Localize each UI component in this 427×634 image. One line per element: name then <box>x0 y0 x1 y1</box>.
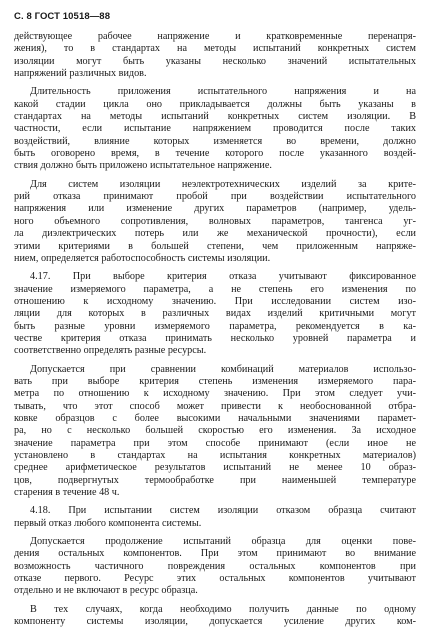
paragraph <box>14 31 416 80</box>
text-line: 4.17. При выборе критерия отказа учитывают фиксированное <box>30 271 416 283</box>
paragraph <box>14 536 416 598</box>
paragraph <box>14 86 416 172</box>
text-line: ствия должно быть приложено испытательное напряжение. <box>14 160 272 172</box>
text-line: напряжений различных видов. <box>14 68 147 80</box>
text-line: изоляции могут быть указаны несколько значений испытательных <box>14 55 416 67</box>
text-line: быть разные уровни измеряемого параметра, рекомендуется в ка- <box>14 320 416 332</box>
text-line: какой стадии цикла оно прикладывается должны быть указаны в <box>14 98 416 110</box>
text-line: Для систем изоляции неэлектротехнических изделий за крите- <box>30 178 416 190</box>
text-line: напряжения или изменение других параметров (например, удель- <box>14 203 416 215</box>
text-line: рий отказа принимают пробой при воздействии испытательного <box>14 191 416 203</box>
text-line: 4.18. При испытании систем изоляции отказом образца считают <box>30 505 416 517</box>
text-line: компоненту системы изоляции, допускается усиление других ком- <box>14 616 416 628</box>
text-line: дения остальных компонентов. При этом принимают во внимание <box>14 548 416 560</box>
text-line: цов, подвергнутых термообработке при наименьшей температуре <box>14 474 416 486</box>
text-line: частности, если испытание напряжением проводится после таких <box>14 123 416 135</box>
text-line: ла диэлектрических потерь или же механической прочности), если <box>14 228 416 240</box>
document-body <box>14 31 416 634</box>
text-line: установлено в стандартах на испытания конкретных материалов) <box>14 450 416 461</box>
text-line: стандартах на методы испытаний конкретных систем изоляции. В <box>14 111 416 123</box>
text-line: Допускается при сравнении комбинаций материалов использо- <box>30 363 416 375</box>
text-line: ковке образцов с более высокими начальными значениями парамет- <box>14 412 416 424</box>
text-line: жения), то в стандартах на методы испытаний конкретных систем <box>14 43 416 55</box>
text-line: отношению к исходному значению. При исследовании систем изо- <box>14 295 416 307</box>
text-line: соответственно определять разные ресурсы. <box>14 345 207 357</box>
text-line: отказе первого. Ресурс этих остальных компонентов учитывают <box>14 573 416 585</box>
text-line: вать при выборе критерия степень изменения измеряемого пара- <box>14 375 416 387</box>
document-code: ГОСТ 10518—88 <box>34 11 111 22</box>
paragraph <box>14 364 416 500</box>
text-line: возможность частичного повреждения остальных компонентов при <box>14 560 416 572</box>
text-line: значение параметра при этом способе принимают (если иное не <box>14 437 416 449</box>
text-line: Длительность приложения испытательного напряжения и на <box>30 86 416 98</box>
text-line: честве критерия отказа принимать несколько уровней параметра и <box>14 332 416 344</box>
text-line: ра, но с несколько большей скоростью его изменения. За исходное <box>14 425 416 437</box>
paragraph <box>14 505 416 530</box>
text-line: метра по отношению к исходному значению. При этом следует учи- <box>14 388 416 400</box>
text-line: В тех случаях, когда необходимо получить данные по одному <box>30 603 416 615</box>
text-line: действующее рабочее напряжение и кратковременные перенапря- <box>14 31 416 42</box>
text-line: значение измеряемого параметра, а не степень его изменения по <box>14 283 416 295</box>
text-line: воздействий, влияние которых изменяется во времени, должно <box>14 135 416 147</box>
text-line: Допускается продолжение испытаний образца для оценки пове- <box>30 536 416 548</box>
page-number: С. 8 <box>14 11 32 22</box>
paragraph <box>14 271 416 357</box>
text-line: ляции для которых в различных видах изделий критичными могут <box>14 308 416 320</box>
text-line: быть оговорено время, в течение которого после указанного воздей- <box>14 148 416 160</box>
text-line: ного объемного сопротивления, волновых параметров, тангенса уг- <box>14 215 416 227</box>
text-line: первый отказ любого компонента системы. <box>14 517 202 529</box>
page-header <box>14 11 110 22</box>
paragraph <box>14 604 416 629</box>
paragraph <box>14 179 416 265</box>
text-line: отдельно и не включают в ресурс образца. <box>14 585 198 597</box>
text-line: нием, определяется работоспособность системы изоляции. <box>14 252 271 264</box>
text-line: старения в течение 48 ч. <box>14 487 120 499</box>
text-line: среднее арифметическое результатов испытаний не менее 10 образ- <box>14 462 416 474</box>
text-line: этими критериями в большей степени, чем приложенным напряже- <box>14 240 416 252</box>
text-line: тывать, что этот способ может привести к необоснованной отбра- <box>14 400 416 412</box>
